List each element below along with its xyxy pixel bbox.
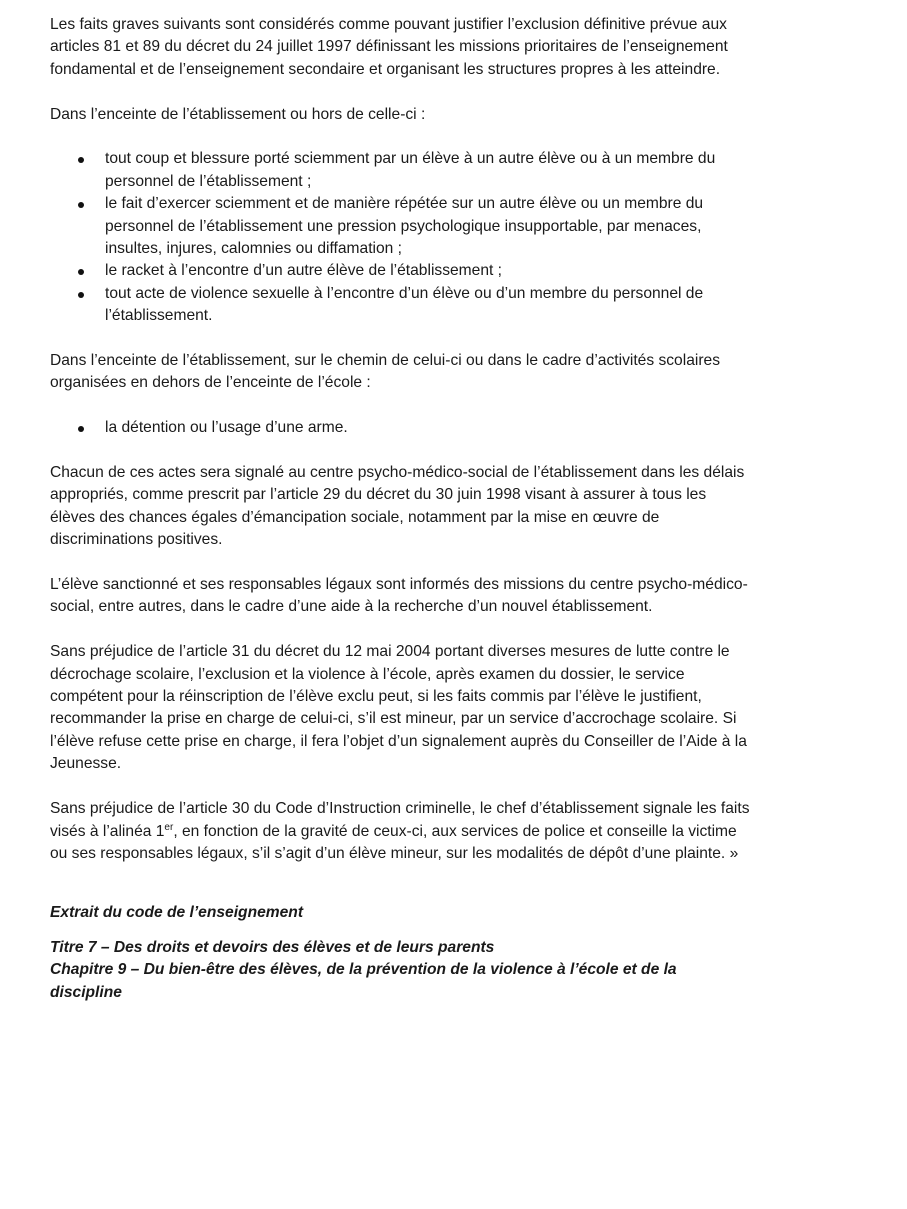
heading-chapitre: Chapitre 9 – Du bien-être des élèves, de la prévention de la violence à l’école et de la discipline <box>50 961 677 1001</box>
list-faits-graves <box>50 148 750 327</box>
list-item-text: le racket à l’encontre d’un autre élève de l’établissement ; <box>105 262 503 280</box>
list-item-text: tout coup et blessure porté sciemment par un élève à un autre élève ou à un membre du personnel de l’établissement ; <box>105 150 716 190</box>
paragraph-plainte <box>50 798 750 865</box>
paragraph-eleve-sanctionne: L’élève sanctionné et ses responsables légaux sont informés des missions du centre psycho-médico-social, entre autres, dans le cadre d’une aide à la recherche d’un nouvel établissement. <box>50 576 748 616</box>
plainte-superscript: er <box>164 821 174 833</box>
bullet-icon <box>78 292 84 298</box>
document-page <box>50 14 750 1004</box>
list-item <box>50 193 750 260</box>
list-item-text: le fait d’exercer sciemment et de manière répétée sur un autre élève ou un membre du personnel de l’établissement une pression psychologique insupportable, par menaces, insultes, injures, calomnies ou diffamation ; <box>105 195 704 258</box>
heading-extrait: Extrait du code de l’enseignement <box>50 904 304 922</box>
list-item <box>50 283 750 328</box>
bullet-icon <box>78 202 84 208</box>
plainte-text-start: Sans préjudice de l’article 30 du Code d’Instruction criminelle, le chef d’établissement signale les faits visés à l’alinéa 1 <box>50 800 750 840</box>
bullet-icon <box>78 426 84 432</box>
list-item <box>50 260 750 282</box>
list-item <box>50 148 750 193</box>
list-item-text: la détention ou l’usage d’une arme. <box>105 419 348 437</box>
paragraph-chemin: Dans l’enceinte de l’établissement, sur le chemin de celui-ci ou dans le cadre d’activités scolaires organisées en dehors de l’enceinte de l’école : <box>50 352 720 392</box>
paragraph-signalement-pms: Chacun de ces actes sera signalé au centre psycho-médico-social de l’établissement dans les délais appropriés, comme prescrit par l’article 29 du décret du 30 juin 1998 visant à assurer à tous les élèves des chances égales d’émancipation sociale, notamment par la mise en œuvre de discriminations positives. <box>50 464 745 549</box>
list-item <box>50 417 750 439</box>
list-item-text: tout acte de violence sexuelle à l’encontre d’un élève ou d’un membre du personnel de l’établissement. <box>105 284 704 325</box>
bullet-icon <box>78 157 84 163</box>
plainte-text-end: , en fonction de la gravité de ceux-ci, aux services de police et conseille la victime ou ses responsables légaux, s’il s’agit d’un élève mineur, sur les modalités de dépôt d’une plainte. » <box>50 822 739 862</box>
paragraph-accrochage: Sans préjudice de l’article 31 du décret du 12 mai 2004 portant diverses mesures de lutte contre le décrochage scolaire, l’exclusion et la violence à l’école, après examen du dossier, le service compétent pour la réinscription de l’élève exclu peut, si les faits commis par l’élève le justifient, recommander la prise en charge de celui-ci, s’il est mineur, par un service d’accrochage scolaire. Si l’élève refuse cette prise en charge, il fera l’objet d’un signalement auprès du Conseiller de l’Aide à la Jeunesse. <box>50 643 747 773</box>
paragraph-intro: Les faits graves suivants sont considérés comme pouvant justifier l’exclusion définitive prévue aux articles 81 et 89 du décret du 24 juillet 1997 définissant les missions prioritaires de l’enseignement fondamental et de l’enseignement secondaire et organisant les structures propres à les atteindre. <box>50 16 728 78</box>
list-arme <box>50 417 750 439</box>
paragraph-enceinte: Dans l’enceinte de l’établissement ou hors de celle-ci : <box>50 105 426 123</box>
heading-titre: Titre 7 – Des droits et devoirs des élèves et de leurs parents <box>50 938 495 956</box>
bullet-icon <box>78 269 84 275</box>
